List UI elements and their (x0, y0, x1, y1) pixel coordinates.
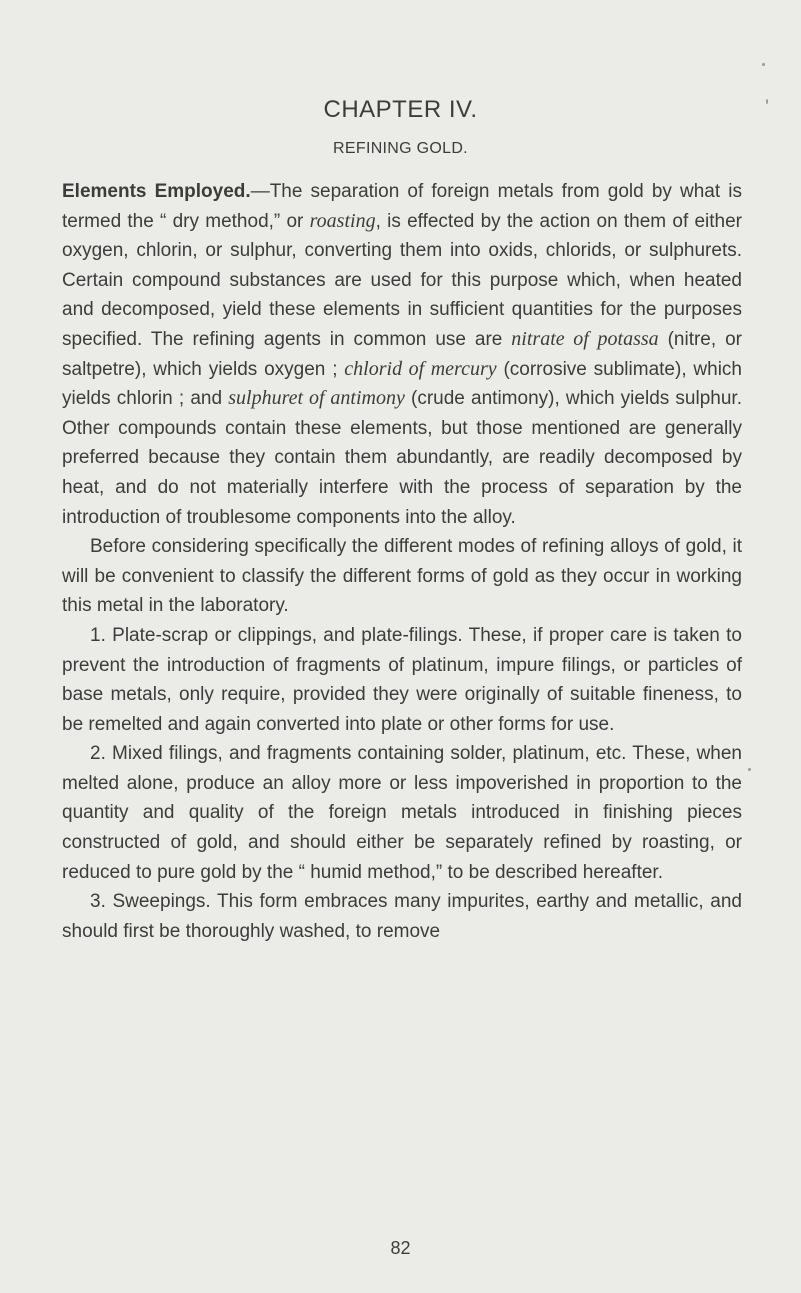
text-run: 3. Sweepings. This form embraces many impurites, earthy and metallic, and should first be thoroughly washed, to remove (62, 891, 742, 942)
text-run: (crude antimony), which yields sulphur. Other compounds contain these elements, but those mentioned are generally preferred because they contain them abundantly, are readily decomposed by heat, and do not materially interfere with the process of separation by the introduction of troublesome components into the alloy. (62, 388, 742, 528)
scan-speck (748, 768, 751, 771)
paragraph-item-2 (62, 739, 742, 887)
chapter-title: CHAPTER IV. (323, 96, 478, 123)
paragraph-item-1 (62, 621, 742, 739)
paragraph-item-3 (62, 887, 742, 946)
body-text (62, 177, 742, 946)
page-number: 82 (390, 1238, 411, 1258)
italic-term: nitrate of potassa (511, 327, 659, 350)
text-run: —The separation of foreign metals from gold by what is termed the “ dry method,” or (62, 181, 742, 232)
italic-term: sulphuret of antimony (228, 387, 405, 410)
text-run: (nitre, or saltpetre), which yields oxygen ; (62, 328, 742, 380)
run-in-heading: Elements Employed. (62, 181, 251, 202)
italic-term: chlorid of mercury (344, 357, 497, 380)
scan-speck (762, 63, 765, 66)
text-run: , is effected by the action on them of either oxygen, chlorin, or sulphur, converting them into oxids, chlorids, or sulphurets. Certain compound substances are used for this purpose which, when heated and decomposed, yield these elements in sufficient quantities for the purposes specified. The refining agents in common use are (62, 210, 742, 350)
italic-term: roasting (309, 209, 376, 232)
scan-speck (766, 99, 768, 104)
text-run: Before considering specifically the different modes of refining alloys of gold, it will be convenient to classify the different forms of gold as they occur in working this metal in the laboratory. (62, 536, 742, 617)
chapter-subtitle: REFINING GOLD. (333, 140, 468, 157)
text-run: 2. Mixed filings, and fragments containing solder, platinum, etc. These, when melted alone, produce an alloy more or less impoverished in proportion to the quantity and quality of the foreign metals introduced in finishing pieces constructed of gold, and should either be separately refined by roasting, or reduced to pure gold by the “ humid method,” to be described hereafter. (62, 743, 742, 883)
paragraph-classification-intro (62, 532, 742, 621)
text-run: (corrosive sublimate), which yields chlorin ; and (62, 358, 742, 410)
paragraph-elements-employed (62, 177, 742, 532)
text-run: 1. Plate-scrap or clippings, and plate-filings. These, if proper care is taken to prevent the introduction of fragments of platinum, impure filings, or particles of base metals, only require, provided they were originally of suitable fineness, to be remelted and again converted into plate or other forms for use. (62, 624, 742, 735)
